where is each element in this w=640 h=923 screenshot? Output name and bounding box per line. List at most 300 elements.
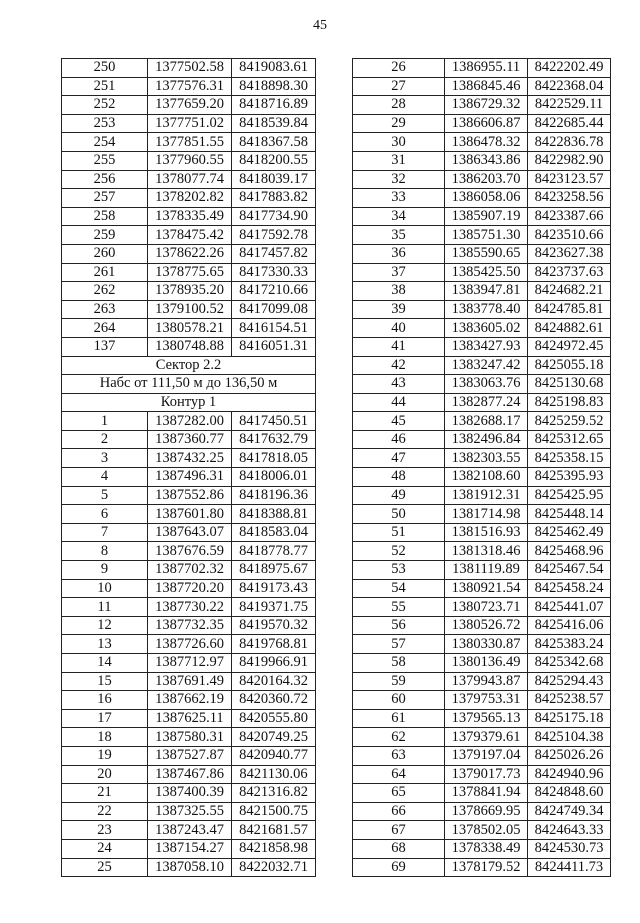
table-row xyxy=(62,765,316,784)
point-number-cell: 54 xyxy=(353,579,445,598)
y-coordinate-cell: 8424785.81 xyxy=(528,300,611,319)
table-row xyxy=(353,523,611,542)
table-row xyxy=(353,356,611,375)
table-row xyxy=(62,802,316,821)
y-coordinate-cell: 8417818.05 xyxy=(232,449,316,468)
table-row xyxy=(353,412,611,431)
y-coordinate-cell: 8420940.77 xyxy=(232,746,316,765)
table-row xyxy=(353,784,611,803)
y-coordinate-cell: 8417883.82 xyxy=(232,189,316,208)
table-row xyxy=(62,226,316,245)
section-label-cell: Сектор 2.2 xyxy=(62,356,316,375)
x-coordinate-cell: 1380748.88 xyxy=(148,337,232,356)
y-coordinate-cell: 8425458.24 xyxy=(528,579,611,598)
y-coordinate-cell: 8420749.25 xyxy=(232,728,316,747)
point-number-cell: 68 xyxy=(353,839,445,858)
y-coordinate-cell: 8417734.90 xyxy=(232,207,316,226)
x-coordinate-cell: 1385590.65 xyxy=(445,244,528,263)
table-row xyxy=(353,672,611,691)
point-number-cell: 42 xyxy=(353,356,445,375)
x-coordinate-cell: 1379197.04 xyxy=(445,746,528,765)
point-number-cell: 53 xyxy=(353,561,445,580)
point-number-cell: 255 xyxy=(62,151,148,170)
x-coordinate-cell: 1387467.86 xyxy=(148,765,232,784)
y-coordinate-cell: 8425467.54 xyxy=(528,561,611,580)
point-number-cell: 17 xyxy=(62,709,148,728)
table-row xyxy=(353,598,611,617)
point-number-cell: 50 xyxy=(353,505,445,524)
y-coordinate-cell: 8420555.80 xyxy=(232,709,316,728)
x-coordinate-cell: 1377960.55 xyxy=(148,151,232,170)
x-coordinate-cell: 1386478.32 xyxy=(445,133,528,152)
y-coordinate-cell: 8417210.66 xyxy=(232,282,316,301)
table-row xyxy=(353,300,611,319)
x-coordinate-cell: 1377751.02 xyxy=(148,114,232,133)
table-row xyxy=(353,244,611,263)
table-row xyxy=(353,579,611,598)
coordinates-table-right xyxy=(352,58,611,877)
table-row xyxy=(353,691,611,710)
y-coordinate-cell: 8424882.61 xyxy=(528,319,611,338)
table-row xyxy=(353,77,611,96)
y-coordinate-cell: 8418200.55 xyxy=(232,151,316,170)
table-row xyxy=(353,765,611,784)
point-number-cell: 32 xyxy=(353,170,445,189)
x-coordinate-cell: 1380578.21 xyxy=(148,319,232,338)
y-coordinate-cell: 8417592.78 xyxy=(232,226,316,245)
table-row xyxy=(62,561,316,580)
y-coordinate-cell: 8418583.04 xyxy=(232,523,316,542)
y-coordinate-cell: 8424848.60 xyxy=(528,784,611,803)
point-number-cell: 47 xyxy=(353,449,445,468)
point-number-cell: 40 xyxy=(353,319,445,338)
y-coordinate-cell: 8425383.24 xyxy=(528,635,611,654)
x-coordinate-cell: 1387243.47 xyxy=(148,821,232,840)
y-coordinate-cell: 8422032.71 xyxy=(232,858,316,877)
point-number-cell: 60 xyxy=(353,691,445,710)
table-row xyxy=(353,839,611,858)
y-coordinate-cell: 8418388.81 xyxy=(232,505,316,524)
point-number-cell: 11 xyxy=(62,598,148,617)
table-row xyxy=(353,207,611,226)
table-row xyxy=(62,635,316,654)
point-number-cell: 25 xyxy=(62,858,148,877)
point-number-cell: 257 xyxy=(62,189,148,208)
table-row xyxy=(62,96,316,115)
point-number-cell: 30 xyxy=(353,133,445,152)
y-coordinate-cell: 8418039.17 xyxy=(232,170,316,189)
y-coordinate-cell: 8417450.51 xyxy=(232,412,316,431)
point-number-cell: 38 xyxy=(353,282,445,301)
y-coordinate-cell: 8418716.89 xyxy=(232,96,316,115)
x-coordinate-cell: 1387726.60 xyxy=(148,635,232,654)
x-coordinate-cell: 1387662.19 xyxy=(148,691,232,710)
x-coordinate-cell: 1380921.54 xyxy=(445,579,528,598)
x-coordinate-cell: 1379943.87 xyxy=(445,672,528,691)
point-number-cell: 15 xyxy=(62,672,148,691)
x-coordinate-cell: 1378338.49 xyxy=(445,839,528,858)
point-number-cell: 27 xyxy=(353,77,445,96)
y-coordinate-cell: 8422685.44 xyxy=(528,114,611,133)
y-coordinate-cell: 8425130.68 xyxy=(528,375,611,394)
y-coordinate-cell: 8419083.61 xyxy=(232,59,316,78)
x-coordinate-cell: 1383605.02 xyxy=(445,319,528,338)
y-coordinate-cell: 8425425.95 xyxy=(528,486,611,505)
y-coordinate-cell: 8424530.73 xyxy=(528,839,611,858)
table-row xyxy=(62,412,316,431)
point-number-cell: 63 xyxy=(353,746,445,765)
table-row xyxy=(62,263,316,282)
y-coordinate-cell: 8425238.57 xyxy=(528,691,611,710)
y-coordinate-cell: 8418367.58 xyxy=(232,133,316,152)
table-row xyxy=(353,337,611,356)
table-row xyxy=(62,784,316,803)
table-row xyxy=(62,133,316,152)
point-number-cell: 250 xyxy=(62,59,148,78)
x-coordinate-cell: 1382108.60 xyxy=(445,468,528,487)
x-coordinate-cell: 1387580.31 xyxy=(148,728,232,747)
x-coordinate-cell: 1385751.30 xyxy=(445,226,528,245)
point-number-cell: 258 xyxy=(62,207,148,226)
y-coordinate-cell: 8425441.07 xyxy=(528,598,611,617)
x-coordinate-cell: 1379565.13 xyxy=(445,709,528,728)
point-number-cell: 62 xyxy=(353,728,445,747)
table-row xyxy=(353,654,611,673)
point-number-cell: 24 xyxy=(62,839,148,858)
table-row xyxy=(62,505,316,524)
y-coordinate-cell: 8419173.43 xyxy=(232,579,316,598)
point-number-cell: 2 xyxy=(62,430,148,449)
table-row xyxy=(62,375,316,394)
table-row xyxy=(62,821,316,840)
table-row xyxy=(353,709,611,728)
x-coordinate-cell: 1386203.70 xyxy=(445,170,528,189)
x-coordinate-cell: 1383063.76 xyxy=(445,375,528,394)
point-number-cell: 41 xyxy=(353,337,445,356)
x-coordinate-cell: 1381516.93 xyxy=(445,523,528,542)
point-number-cell: 31 xyxy=(353,151,445,170)
x-coordinate-cell: 1378077.74 xyxy=(148,170,232,189)
table-row xyxy=(62,151,316,170)
table-row xyxy=(353,282,611,301)
x-coordinate-cell: 1380526.72 xyxy=(445,616,528,635)
y-coordinate-cell: 8417330.33 xyxy=(232,263,316,282)
point-number-cell: 261 xyxy=(62,263,148,282)
point-number-cell: 137 xyxy=(62,337,148,356)
y-coordinate-cell: 8422529.11 xyxy=(528,96,611,115)
table-row xyxy=(62,207,316,226)
y-coordinate-cell: 8421858.98 xyxy=(232,839,316,858)
table-row xyxy=(353,616,611,635)
point-number-cell: 43 xyxy=(353,375,445,394)
y-coordinate-cell: 8424643.33 xyxy=(528,821,611,840)
table-row xyxy=(62,77,316,96)
point-number-cell: 9 xyxy=(62,561,148,580)
x-coordinate-cell: 1387732.35 xyxy=(148,616,232,635)
y-coordinate-cell: 8424682.21 xyxy=(528,282,611,301)
table-row xyxy=(353,858,611,877)
table-row xyxy=(353,430,611,449)
y-coordinate-cell: 8423123.57 xyxy=(528,170,611,189)
y-coordinate-cell: 8422368.04 xyxy=(528,77,611,96)
table-row xyxy=(62,337,316,356)
point-number-cell: 65 xyxy=(353,784,445,803)
table-row xyxy=(353,561,611,580)
y-coordinate-cell: 8425259.52 xyxy=(528,412,611,431)
table-row xyxy=(62,579,316,598)
y-coordinate-cell: 8423627.38 xyxy=(528,244,611,263)
table-row xyxy=(353,449,611,468)
point-number-cell: 264 xyxy=(62,319,148,338)
y-coordinate-cell: 8421500.75 xyxy=(232,802,316,821)
x-coordinate-cell: 1386845.46 xyxy=(445,77,528,96)
point-number-cell: 48 xyxy=(353,468,445,487)
y-coordinate-cell: 8419768.81 xyxy=(232,635,316,654)
x-coordinate-cell: 1387720.20 xyxy=(148,579,232,598)
x-coordinate-cell: 1377576.31 xyxy=(148,77,232,96)
table-row xyxy=(353,263,611,282)
point-number-cell: 12 xyxy=(62,616,148,635)
x-coordinate-cell: 1378502.05 xyxy=(445,821,528,840)
point-number-cell: 64 xyxy=(353,765,445,784)
x-coordinate-cell: 1387601.80 xyxy=(148,505,232,524)
x-coordinate-cell: 1386955.11 xyxy=(445,59,528,78)
x-coordinate-cell: 1381714.98 xyxy=(445,505,528,524)
y-coordinate-cell: 8419371.75 xyxy=(232,598,316,617)
table-row xyxy=(353,542,611,561)
x-coordinate-cell: 1386729.32 xyxy=(445,96,528,115)
y-coordinate-cell: 8420360.72 xyxy=(232,691,316,710)
y-coordinate-cell: 8423510.66 xyxy=(528,226,611,245)
point-number-cell: 69 xyxy=(353,858,445,877)
point-number-cell: 253 xyxy=(62,114,148,133)
table-row xyxy=(353,746,611,765)
x-coordinate-cell: 1387154.27 xyxy=(148,839,232,858)
x-coordinate-cell: 1382303.55 xyxy=(445,449,528,468)
point-number-cell: 13 xyxy=(62,635,148,654)
section-label-cell: Контур 1 xyxy=(62,393,316,412)
point-number-cell: 7 xyxy=(62,523,148,542)
y-coordinate-cell: 8425462.49 xyxy=(528,523,611,542)
point-number-cell: 55 xyxy=(353,598,445,617)
x-coordinate-cell: 1386058.06 xyxy=(445,189,528,208)
point-number-cell: 20 xyxy=(62,765,148,784)
table-row xyxy=(353,59,611,78)
x-coordinate-cell: 1378335.49 xyxy=(148,207,232,226)
table-row xyxy=(353,728,611,747)
coordinates-table-left xyxy=(61,58,316,877)
point-number-cell: 52 xyxy=(353,542,445,561)
y-coordinate-cell: 8425312.65 xyxy=(528,430,611,449)
x-coordinate-cell: 1378775.65 xyxy=(148,263,232,282)
x-coordinate-cell: 1385907.19 xyxy=(445,207,528,226)
x-coordinate-cell: 1386343.86 xyxy=(445,151,528,170)
table-row xyxy=(353,486,611,505)
y-coordinate-cell: 8420164.32 xyxy=(232,672,316,691)
point-number-cell: 36 xyxy=(353,244,445,263)
point-number-cell: 10 xyxy=(62,579,148,598)
table-row xyxy=(62,858,316,877)
y-coordinate-cell: 8418975.67 xyxy=(232,561,316,580)
x-coordinate-cell: 1380136.49 xyxy=(445,654,528,673)
y-coordinate-cell: 8425358.15 xyxy=(528,449,611,468)
x-coordinate-cell: 1378475.42 xyxy=(148,226,232,245)
point-number-cell: 61 xyxy=(353,709,445,728)
point-number-cell: 37 xyxy=(353,263,445,282)
table-row xyxy=(62,244,316,263)
x-coordinate-cell: 1379753.31 xyxy=(445,691,528,710)
point-number-cell: 23 xyxy=(62,821,148,840)
x-coordinate-cell: 1381912.31 xyxy=(445,486,528,505)
table-row xyxy=(62,709,316,728)
y-coordinate-cell: 8424940.96 xyxy=(528,765,611,784)
x-coordinate-cell: 1387432.25 xyxy=(148,449,232,468)
point-number-cell: 14 xyxy=(62,654,148,673)
point-number-cell: 256 xyxy=(62,170,148,189)
x-coordinate-cell: 1378669.95 xyxy=(445,802,528,821)
y-coordinate-cell: 8418539.84 xyxy=(232,114,316,133)
point-number-cell: 1 xyxy=(62,412,148,431)
point-number-cell: 39 xyxy=(353,300,445,319)
point-number-cell: 58 xyxy=(353,654,445,673)
x-coordinate-cell: 1377851.55 xyxy=(148,133,232,152)
point-number-cell: 46 xyxy=(353,430,445,449)
table-row xyxy=(62,486,316,505)
y-coordinate-cell: 8424972.45 xyxy=(528,337,611,356)
point-number-cell: 56 xyxy=(353,616,445,635)
x-coordinate-cell: 1378841.94 xyxy=(445,784,528,803)
table-row xyxy=(62,430,316,449)
x-coordinate-cell: 1386606.87 xyxy=(445,114,528,133)
x-coordinate-cell: 1387325.55 xyxy=(148,802,232,821)
x-coordinate-cell: 1387712.97 xyxy=(148,654,232,673)
y-coordinate-cell: 8418196.36 xyxy=(232,486,316,505)
y-coordinate-cell: 8423737.63 xyxy=(528,263,611,282)
x-coordinate-cell: 1385425.50 xyxy=(445,263,528,282)
table-row xyxy=(353,393,611,412)
table-row xyxy=(353,468,611,487)
table-row xyxy=(62,746,316,765)
x-coordinate-cell: 1387552.86 xyxy=(148,486,232,505)
table-row xyxy=(353,189,611,208)
x-coordinate-cell: 1383427.93 xyxy=(445,337,528,356)
table-row xyxy=(62,523,316,542)
y-coordinate-cell: 8422982.90 xyxy=(528,151,611,170)
table-row xyxy=(353,375,611,394)
table-row xyxy=(62,598,316,617)
point-number-cell: 49 xyxy=(353,486,445,505)
point-number-cell: 34 xyxy=(353,207,445,226)
section-label-cell: Набс от 111,50 м до 136,50 м xyxy=(62,375,316,394)
x-coordinate-cell: 1387282.00 xyxy=(148,412,232,431)
y-coordinate-cell: 8425104.38 xyxy=(528,728,611,747)
point-number-cell: 18 xyxy=(62,728,148,747)
page-number: 45 xyxy=(313,18,327,33)
point-number-cell: 259 xyxy=(62,226,148,245)
point-number-cell: 260 xyxy=(62,244,148,263)
x-coordinate-cell: 1387400.39 xyxy=(148,784,232,803)
point-number-cell: 57 xyxy=(353,635,445,654)
y-coordinate-cell: 8425448.14 xyxy=(528,505,611,524)
point-number-cell: 33 xyxy=(353,189,445,208)
y-coordinate-cell: 8425198.83 xyxy=(528,393,611,412)
table-row xyxy=(62,170,316,189)
point-number-cell: 16 xyxy=(62,691,148,710)
y-coordinate-cell: 8423258.56 xyxy=(528,189,611,208)
x-coordinate-cell: 1378622.26 xyxy=(148,244,232,263)
table-row xyxy=(353,170,611,189)
y-coordinate-cell: 8425416.06 xyxy=(528,616,611,635)
y-coordinate-cell: 8416154.51 xyxy=(232,319,316,338)
y-coordinate-cell: 8418778.77 xyxy=(232,542,316,561)
point-number-cell: 28 xyxy=(353,96,445,115)
point-number-cell: 66 xyxy=(353,802,445,821)
table-row xyxy=(62,616,316,635)
table-row xyxy=(353,635,611,654)
point-number-cell: 5 xyxy=(62,486,148,505)
y-coordinate-cell: 8417457.82 xyxy=(232,244,316,263)
point-number-cell: 45 xyxy=(353,412,445,431)
x-coordinate-cell: 1381318.46 xyxy=(445,542,528,561)
point-number-cell: 22 xyxy=(62,802,148,821)
point-number-cell: 44 xyxy=(353,393,445,412)
table-row xyxy=(62,728,316,747)
table-row xyxy=(353,114,611,133)
x-coordinate-cell: 1387527.87 xyxy=(148,746,232,765)
table-row xyxy=(62,542,316,561)
y-coordinate-cell: 8425468.96 xyxy=(528,542,611,561)
y-coordinate-cell: 8425294.43 xyxy=(528,672,611,691)
table-row xyxy=(353,821,611,840)
point-number-cell: 29 xyxy=(353,114,445,133)
y-coordinate-cell: 8416051.31 xyxy=(232,337,316,356)
point-number-cell: 8 xyxy=(62,542,148,561)
y-coordinate-cell: 8421130.06 xyxy=(232,765,316,784)
point-number-cell: 3 xyxy=(62,449,148,468)
y-coordinate-cell: 8425055.18 xyxy=(528,356,611,375)
x-coordinate-cell: 1387643.07 xyxy=(148,523,232,542)
point-number-cell: 263 xyxy=(62,300,148,319)
table-row xyxy=(353,226,611,245)
x-coordinate-cell: 1379017.73 xyxy=(445,765,528,784)
point-number-cell: 67 xyxy=(353,821,445,840)
y-coordinate-cell: 8422836.78 xyxy=(528,133,611,152)
x-coordinate-cell: 1387730.22 xyxy=(148,598,232,617)
y-coordinate-cell: 8425395.93 xyxy=(528,468,611,487)
y-coordinate-cell: 8425026.26 xyxy=(528,746,611,765)
table-row xyxy=(62,654,316,673)
x-coordinate-cell: 1387625.11 xyxy=(148,709,232,728)
y-coordinate-cell: 8423387.66 xyxy=(528,207,611,226)
x-coordinate-cell: 1379379.61 xyxy=(445,728,528,747)
point-number-cell: 254 xyxy=(62,133,148,152)
y-coordinate-cell: 8422202.49 xyxy=(528,59,611,78)
x-coordinate-cell: 1382877.24 xyxy=(445,393,528,412)
y-coordinate-cell: 8421316.82 xyxy=(232,784,316,803)
table-row xyxy=(62,449,316,468)
table-row xyxy=(62,839,316,858)
table-row xyxy=(62,691,316,710)
x-coordinate-cell: 1387058.10 xyxy=(148,858,232,877)
x-coordinate-cell: 1379100.52 xyxy=(148,300,232,319)
point-number-cell: 51 xyxy=(353,523,445,542)
y-coordinate-cell: 8418006.01 xyxy=(232,468,316,487)
point-number-cell: 252 xyxy=(62,96,148,115)
x-coordinate-cell: 1387691.49 xyxy=(148,672,232,691)
x-coordinate-cell: 1378935.20 xyxy=(148,282,232,301)
table-row xyxy=(62,114,316,133)
table-row xyxy=(62,282,316,301)
